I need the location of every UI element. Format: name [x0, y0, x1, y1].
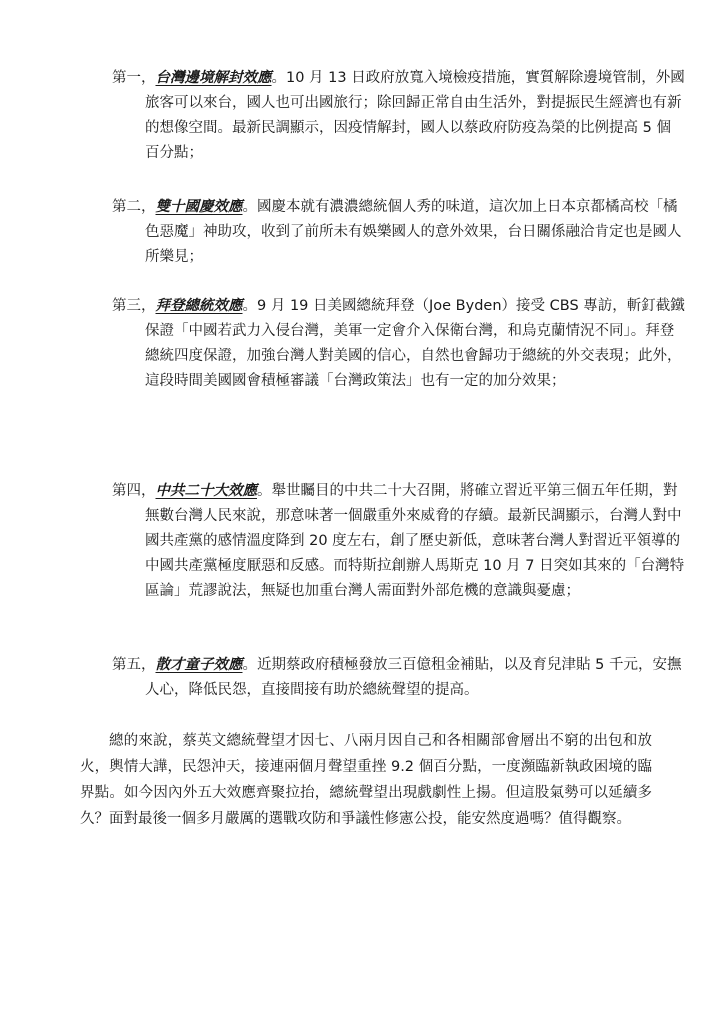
effect-title: 拜登總統效應 [155, 298, 243, 314]
effect-label: 第五， [112, 657, 156, 673]
effect-title: 雙十國慶效應 [155, 199, 243, 215]
effect-title: 中共二十大效應 [155, 483, 257, 499]
effect-label: 第二， [112, 199, 156, 215]
effect-text: 。近期蔡政府積極發放三百億租金補貼，以及育兒津貼 5 千元，安撫人心，降低民怨，直接間接有助於總統聲望的提高。 [145, 657, 682, 698]
effect-label: 第一， [112, 70, 156, 86]
effect-title: 散才童子效應 [155, 657, 243, 673]
effect-text: 。9 月 19 日美國總統拜登（Joe Byden）接受 CBS 專訪，斬釘截鐵保證「中國若武力入侵台灣，美軍一定會介入保衛台灣，和烏克蘭情況不同」。拜登總統四度保證，加強台灣人對美國的信心，自然也會歸功于總統的外交表現；此外，這段時間美國國會積極審議「台灣政策法」也有一定的加分效果； [145, 298, 685, 389]
summary-paragraph: 總的來說，蔡英文總統聲望才因七、八兩月因自己和各相關部會層出不窮的出包和放火，輿情大譁，民怨沖天，接連兩個月聲望重挫 9.2 個百分點，一度瀕臨新執政困境的臨界點。如今因內外五大效應齊聚拉抬，總統聲望出現戲劇性上揚。但這股氣勢可以延續多久？面對最後一個多月嚴厲的選戰攻防和爭議性修憲公投，能安然度過嗎？值得觀察。 [80, 733, 652, 827]
effect-item-4 [112, 479, 685, 604]
effect-title: 台灣邊境解封效應 [155, 70, 272, 86]
effect-item-2 [112, 195, 685, 270]
effect-item-1 [112, 66, 685, 166]
effect-item-5 [112, 653, 685, 703]
effect-label: 第四， [112, 483, 156, 499]
effect-text: 。國慶本就有濃濃總統個人秀的味道，這次加上日本京都橘高校「橘色惡魔」神助攻，收到了前所未有娛樂國人的意外效果，台日關係融洽肯定也是國人所樂見； [145, 199, 682, 265]
effect-text: 。舉世矚目的中共二十大召開，將確立習近平第三個五年任期，對無數台灣人民來說，那意味著一個嚴重外來威脅的存續。最新民調顯示，台灣人對中國共產黨的感情溫度降到 20 度左右，創了歷史新低，意味著台灣人對習近平領導的中國共產黨極度厭惡和反感。而特斯拉創辦人馬斯克 10 月 7 日突如其來的「台灣特區論」荒謬說法，無疑也加重台灣人需面對外部危機的意識與憂慮； [145, 483, 685, 599]
effect-label: 第三， [112, 298, 156, 314]
effect-text: 。10 月 13 日政府放寬入境檢疫措施，實質解除邊境管制，外國旅客可以來台，國人也可出國旅行；除回歸正常自由生活外，對提振民生經濟也有新的想像空間。最新民調顯示，因疫情解封，國人以蔡政府防疫為榮的比例提高 5 個百分點； [145, 70, 685, 161]
effect-item-3 [112, 294, 685, 394]
